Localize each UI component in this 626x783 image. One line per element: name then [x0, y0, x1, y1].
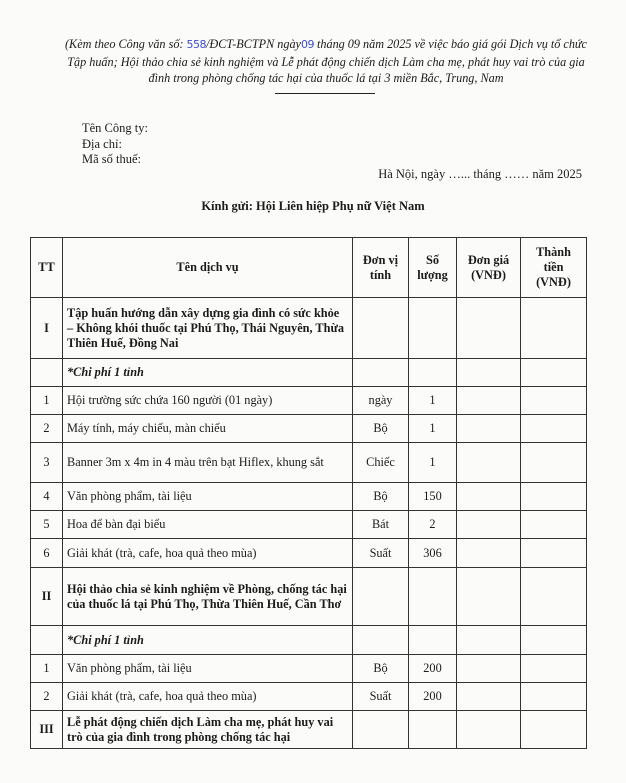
row-tt: 5	[31, 511, 63, 539]
row-name: Banner 3m x 4m in 4 màu trên bạt Hiflex, khung sắt	[63, 443, 353, 483]
handwritten-doc-number: 558	[186, 38, 207, 51]
row-qty: 1	[409, 443, 457, 483]
company-address-label: Địa chỉ:	[82, 136, 122, 151]
row-unit	[353, 711, 409, 749]
row-total	[521, 359, 587, 387]
row-price	[457, 415, 521, 443]
row-total	[521, 655, 587, 683]
row-qty: 1	[409, 387, 457, 415]
intro-prefix: (Kèm theo Công văn số:	[65, 37, 187, 51]
row-unit	[353, 359, 409, 387]
row-price	[457, 443, 521, 483]
header-total: Thành tiền (VNĐ)	[521, 238, 587, 298]
table-row	[31, 443, 587, 483]
row-name: *Chi phí 1 tỉnh	[63, 359, 353, 387]
table-row	[31, 626, 587, 655]
table-row	[31, 359, 587, 387]
company-tax-label: Mã số thuế:	[82, 152, 142, 166]
row-total	[521, 415, 587, 443]
row-tt: III	[31, 711, 63, 749]
row-qty	[409, 626, 457, 655]
row-total	[521, 683, 587, 711]
row-tt: 1	[31, 655, 63, 683]
intro-middle: /ĐCT-BCTPN ngày	[206, 37, 301, 51]
row-unit: Chiếc	[353, 443, 409, 483]
row-unit: Suất	[353, 539, 409, 568]
handwritten-day: 09	[300, 38, 314, 51]
quote-table	[30, 237, 587, 749]
row-total	[521, 568, 587, 626]
company-info	[82, 121, 148, 168]
table-row	[31, 415, 587, 443]
row-tt: II	[31, 568, 63, 626]
row-price	[457, 683, 521, 711]
row-price	[457, 626, 521, 655]
row-price	[457, 568, 521, 626]
row-total	[521, 483, 587, 511]
row-price	[457, 655, 521, 683]
row-qty: 150	[409, 483, 457, 511]
row-total	[521, 443, 587, 483]
row-total	[521, 539, 587, 568]
table-row	[31, 483, 587, 511]
row-unit: Suất	[353, 683, 409, 711]
row-qty	[409, 359, 457, 387]
row-name: Lễ phát động chiến dịch Làm cha mẹ, phát huy vai trò của gia đình trong phòng chống tác hại	[63, 711, 353, 749]
row-qty: 200	[409, 683, 457, 711]
recipient-line: Kính gửi: Hội Liên hiệp Phụ nữ Việt Nam	[201, 199, 425, 213]
row-total	[521, 387, 587, 415]
company-name-label: Tên Công ty:	[82, 121, 148, 135]
row-unit: Bộ	[353, 483, 409, 511]
row-price	[457, 387, 521, 415]
row-unit	[353, 298, 409, 359]
row-price	[457, 298, 521, 359]
row-tt: 2	[31, 415, 63, 443]
header-service: Tên dịch vụ	[63, 238, 353, 298]
row-name: Máy tính, máy chiếu, màn chiếu	[63, 415, 353, 443]
row-unit: Bộ	[353, 415, 409, 443]
row-tt: 6	[31, 539, 63, 568]
intro-suffix: tháng 09 năm 2025 về việc báo giá gói Dịch vụ tổ chức Tập huấn; Hội thảo chia sẻ kinh nghiệm và Lễ phát động chiến dịch Làm cha mẹ, phát huy vai trò của gia đình trong phòng chống tác hại của thuốc lá tại 3 miền Bắc, Trung, Nam	[67, 37, 587, 85]
row-total	[521, 511, 587, 539]
table-row	[31, 539, 587, 568]
row-name: Văn phòng phẩm, tài liệu	[63, 483, 353, 511]
row-qty: 2	[409, 511, 457, 539]
row-unit: Bộ	[353, 655, 409, 683]
row-name: Tập huấn hướng dẫn xây dựng gia đình có sức khỏe – Không khói thuốc tại Phú Thọ, Thái Nguyên, Thừa Thiên Huế, Đồng Nai	[63, 298, 353, 359]
row-qty	[409, 568, 457, 626]
row-unit	[353, 626, 409, 655]
intro-note	[56, 36, 596, 87]
row-qty: 200	[409, 655, 457, 683]
row-name: Hoa để bàn đại biểu	[63, 511, 353, 539]
row-tt: 2	[31, 683, 63, 711]
row-tt	[31, 359, 63, 387]
row-tt: I	[31, 298, 63, 359]
row-tt	[31, 626, 63, 655]
table-row	[31, 568, 587, 626]
table-row	[31, 683, 587, 711]
row-name: Giải khát (trà, cafe, hoa quả theo mùa)	[63, 683, 353, 711]
table-header-row	[31, 238, 587, 298]
table-row	[31, 711, 587, 749]
row-name: Hội trường sức chứa 160 người (01 ngày)	[63, 387, 353, 415]
row-name: *Chi phí 1 tỉnh	[63, 626, 353, 655]
row-total	[521, 711, 587, 749]
row-unit: Bát	[353, 511, 409, 539]
row-name: Hội thảo chia sẻ kinh nghiệm về Phòng, chống tác hại của thuốc lá tại Phú Thọ, Thừa Thiên Huế, Cần Thơ	[63, 568, 353, 626]
table-row	[31, 298, 587, 359]
row-unit	[353, 568, 409, 626]
row-qty	[409, 711, 457, 749]
row-total	[521, 626, 587, 655]
row-price	[457, 711, 521, 749]
header-unit: Đơn vị tính	[353, 238, 409, 298]
row-qty: 306	[409, 539, 457, 568]
row-unit: ngày	[353, 387, 409, 415]
divider-rule	[275, 93, 375, 94]
header-qty: Số lượng	[409, 238, 457, 298]
row-name: Giải khát (trà, cafe, hoa quả theo mùa)	[63, 539, 353, 568]
row-tt: 1	[31, 387, 63, 415]
header-price: Đơn giá (VNĐ)	[457, 238, 521, 298]
table-row	[31, 387, 587, 415]
row-price	[457, 511, 521, 539]
date-line: Hà Nội, ngày …... tháng …… năm 2025	[378, 167, 582, 181]
row-tt: 3	[31, 443, 63, 483]
row-total	[521, 298, 587, 359]
table-row	[31, 511, 587, 539]
row-tt: 4	[31, 483, 63, 511]
header-tt: TT	[31, 238, 63, 298]
row-price	[457, 359, 521, 387]
row-name: Văn phòng phẩm, tài liệu	[63, 655, 353, 683]
row-price	[457, 539, 521, 568]
table-row	[31, 655, 587, 683]
row-qty	[409, 298, 457, 359]
row-price	[457, 483, 521, 511]
row-qty: 1	[409, 415, 457, 443]
